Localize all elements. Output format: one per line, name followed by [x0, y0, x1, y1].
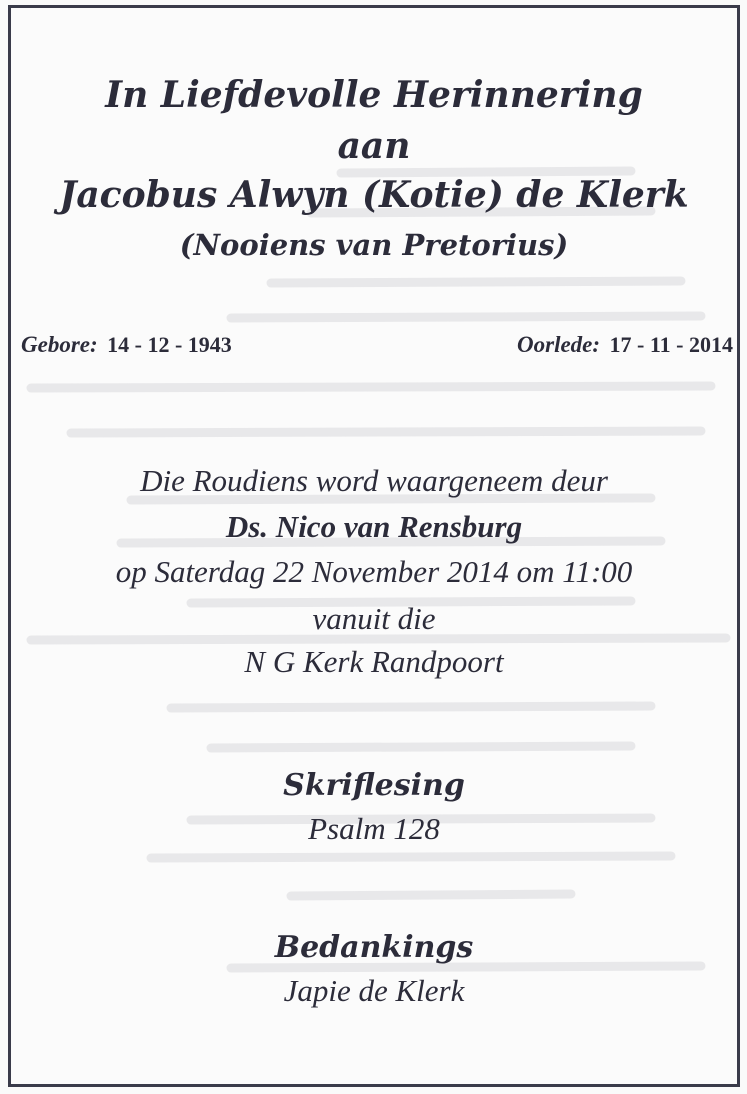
birth-value: 14 - 12 - 1943 — [107, 332, 232, 357]
service-venue: N G Kerk Randpoort — [244, 644, 504, 679]
thanks-by: Japie de Klerk — [283, 973, 465, 1008]
thanks-title: Bedankings — [274, 930, 474, 965]
service-datetime: op Saterdag 22 November 2014 om 11:00 — [115, 554, 633, 589]
maiden-name: (Nooiens van Pretorius) — [179, 228, 569, 262]
birth-label: Gebore: — [21, 332, 98, 357]
minister-name: Ds. Nico van Rensburg — [225, 509, 523, 544]
deceased-name: Jacobus Alwyn (Kotie) de Klerk — [59, 174, 689, 216]
death-date — [517, 332, 733, 358]
service-intro: Die Roudiens word waargeneem deur — [140, 463, 608, 498]
service-from: vanuit die — [312, 601, 436, 636]
birth-date — [21, 332, 232, 358]
death-label: Oorlede: — [517, 332, 601, 357]
heading-to: aan — [337, 125, 411, 167]
death-value: 17 - 11 - 2014 — [609, 332, 733, 357]
show-through-texture — [11, 8, 737, 1084]
heading-in-memory: In Liefdevolle Herinnering — [105, 74, 643, 116]
scripture-reading-title: Skriflesing — [283, 768, 465, 803]
memorial-card — [8, 5, 740, 1087]
scripture-reading-text: Psalm 128 — [308, 811, 440, 846]
